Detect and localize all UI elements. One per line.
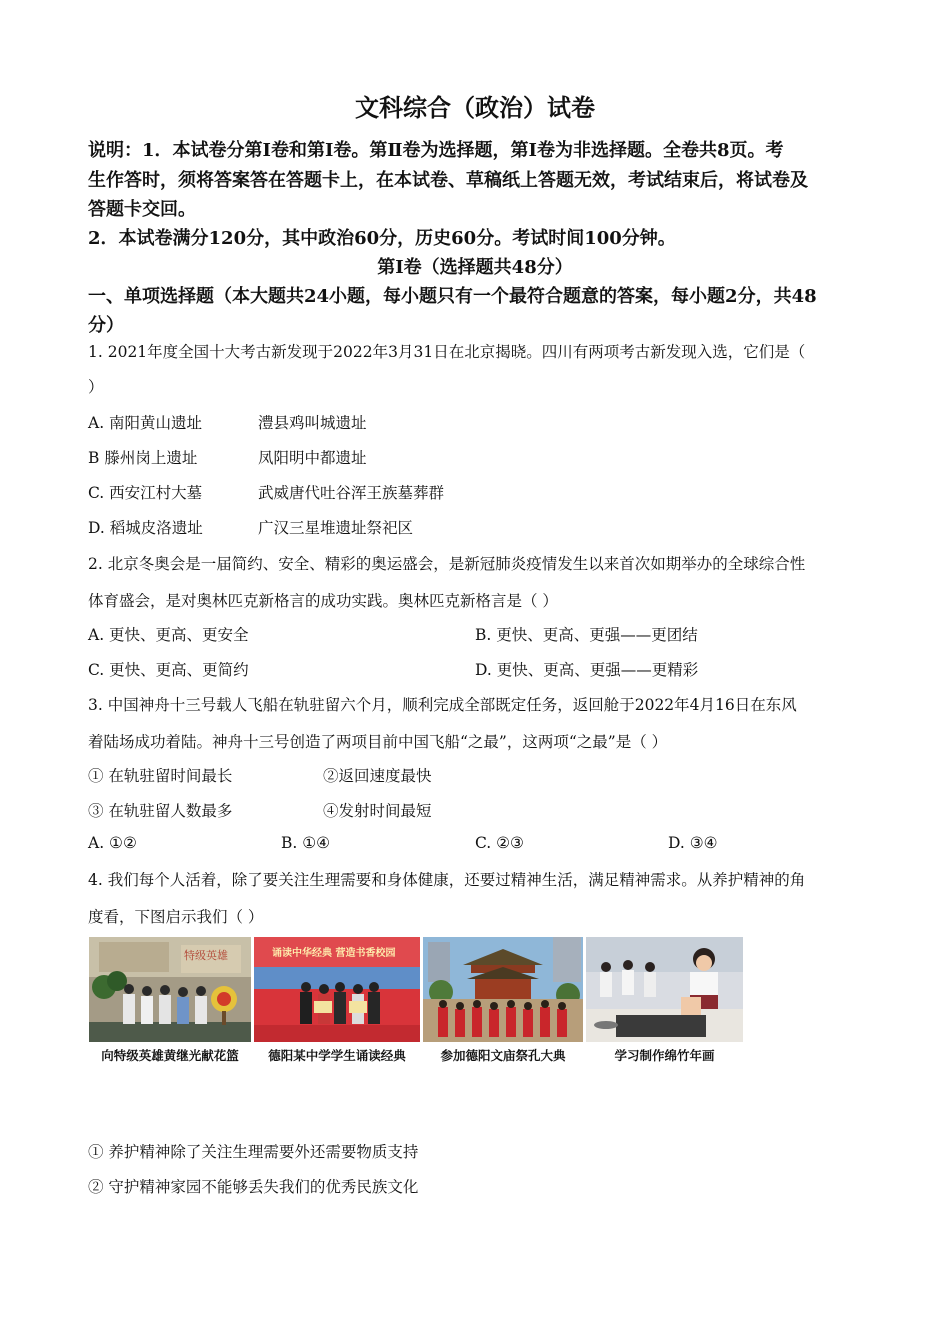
photo-confucius-ceremony (423, 937, 583, 1042)
photo-recitation (254, 937, 420, 1042)
q4-item-1: ① 养护精神除了关注生理需要外还需要物质支持 (88, 1143, 419, 1161)
q3-item-3: ③ 在轨驻留人数最多 (88, 802, 233, 820)
q2-option-c: C. 更快、更高、更简约 (88, 661, 249, 679)
q2-option-b: B. 更快、更高、更强——更团结 (475, 626, 698, 644)
q3-option-b: B. ①④ (281, 834, 331, 852)
q4-stem-cont: 度看，下图启示我们（ ） (88, 908, 264, 926)
q1-stem: 1. 2021年度全国十大考古新发现于2022年3月31日在北京揭晓。四川有两项考古新发现入选，它们是（ (88, 343, 806, 361)
q3-option-a: A. ①② (88, 834, 137, 852)
q3-option-d: D. ③④ (668, 834, 718, 852)
q3-item-2: ②返回速度最快 (323, 767, 432, 785)
memorial-sign-text: 特级英雄 (184, 949, 228, 962)
photo-nianhua-craft (586, 937, 743, 1042)
notes-line-1: 说明：1．本试卷分第Ⅰ卷和第Ⅰ卷。第Ⅱ卷为选择题，第Ⅰ卷为非选择题。全卷共8页。考 (88, 140, 784, 161)
q4-item-2: ② 守护精神家园不能够丢失我们的优秀民族文化 (88, 1178, 419, 1196)
photo-memorial-wreath (89, 937, 251, 1042)
photo-caption-4: 学习制作绵竹年画 (614, 1048, 715, 1063)
q3-stem-cont: 着陆场成功着陆。神舟十三号创造了两项目前中国飞船“之最”，这两项“之最”是（ ） (88, 733, 668, 751)
photo-caption-1: 向特级英雄黄继光献花篮 (101, 1048, 239, 1063)
page-title: 文科综合（政治）试卷 (355, 93, 595, 122)
q1-option-c-left: C. 西安江村大墓 (88, 484, 203, 502)
notes-line-2: 生作答时，须将答案答在答题卡上，在本试卷、草稿纸上答题无效，考试结束后，将试卷及 (88, 170, 808, 191)
q3-item-1: ① 在轨驻留时间最长 (88, 767, 233, 785)
q3-item-4: ④发射时间最短 (323, 802, 432, 820)
q2-option-d: D. 更快、更高、更强——更精彩 (475, 661, 699, 679)
q3-option-c: C. ②③ (475, 834, 524, 852)
part1-heading: 第Ⅰ卷（选择题共48分） (377, 257, 573, 278)
section1-heading: 一、单项选择题（本大题共24小题，每小题只有一个最符合题意的答案，每小题2分，共48 (88, 286, 817, 307)
q2-stem-cont: 体育盛会，是对奥林匹克新格言的成功实践。奥林匹克新格言是（ ） (88, 592, 558, 610)
section1-heading-cont: 分） (88, 315, 124, 336)
q4-stem: 4. 我们每个人活着，除了要关注生理需要和身体健康，还要过精神生活，满足精神需求。从养护精神的角 (88, 871, 806, 889)
recitation-banner-text: 诵读中华经典 营造书香校园 (272, 948, 396, 959)
notes-line-4: 2．本试卷满分120分，其中政治60分，历史60分。考试时间100分钟。 (88, 228, 676, 249)
q1-option-d-left: D. 稻城皮洛遗址 (88, 519, 203, 537)
q1-option-a-left: A. 南阳黄山遗址 (88, 414, 203, 432)
q1-option-b-left: B 滕州岗上遗址 (88, 449, 198, 467)
q1-option-d-right: 广汉三星堆遗址祭祀区 (258, 519, 414, 537)
q1-option-c-right: 武威唐代吐谷浑王族墓葬群 (258, 484, 445, 502)
photo-caption-3: 参加德阳文庙祭孔大典 (440, 1048, 566, 1063)
photo-caption-2: 德阳某中学学生诵读经典 (268, 1048, 406, 1063)
q3-stem: 3. 中国神舟十三号载人飞船在轨驻留六个月，顺利完成全部既定任务，返回舱于2022年4月16日在东风 (88, 696, 797, 714)
q2-option-a: A. 更快、更高、更安全 (88, 626, 249, 644)
q1-option-a-right: 澧县鸡叫城遗址 (258, 414, 367, 432)
notes-line-3: 答题卡交回。 (88, 199, 196, 220)
q2-stem: 2. 北京冬奥会是一届简约、安全、精彩的奥运盛会，是新冠肺炎疫情发生以来首次如期举办的全球综合性 (88, 555, 806, 573)
q1-stem-cont: ） (88, 378, 104, 396)
q1-option-b-right: 凤阳明中都遗址 (258, 449, 367, 467)
